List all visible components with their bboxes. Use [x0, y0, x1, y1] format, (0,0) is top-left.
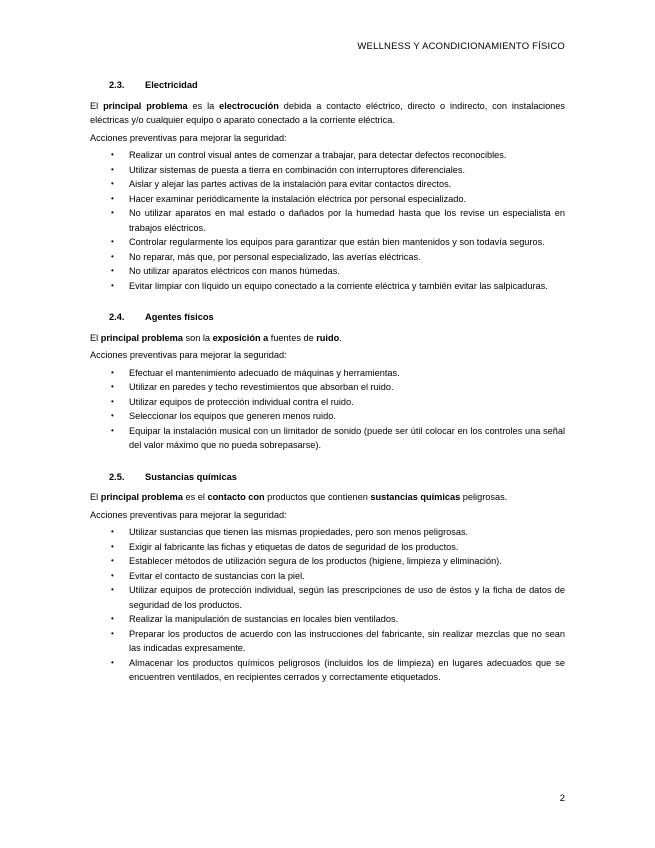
- intro-text-run: contacto con: [207, 492, 265, 502]
- bullet-icon: •: [111, 556, 114, 565]
- bullet-icon: •: [111, 628, 114, 638]
- actions-label: Acciones preventivas para mejorar la seguridad:: [90, 509, 287, 520]
- bullet-icon: •: [111, 164, 114, 174]
- intro-text-run: ruido: [316, 332, 340, 343]
- list-item-text: Realizar un control visual antes de comenzar a trabajar, para detectar defectos reconocibles.: [129, 150, 507, 160]
- list-item-text: Hacer examinar periódicamente la instalación eléctrica por personal especializado.: [129, 193, 467, 204]
- list-item: [90, 583, 565, 612]
- list-item: [90, 163, 565, 178]
- intro-text-run: son la: [182, 332, 213, 343]
- list-item-text: Utilizar equipos de protección individual, según las prescripciones de uso de éstos y la ficha de datos de seguridad de los productos.: [129, 585, 565, 610]
- section-title: Agentes físicos: [145, 312, 214, 322]
- intro-text-run: productos que contienen: [264, 492, 371, 502]
- bullet-icon: •: [111, 193, 114, 203]
- actions-list: [90, 525, 565, 685]
- list-item: [90, 627, 565, 656]
- bullet-icon: •: [111, 585, 114, 594]
- intro-text-run: peligrosas.: [460, 492, 508, 502]
- page-number: 2: [559, 793, 565, 804]
- bullet-icon: •: [111, 425, 114, 435]
- list-item-text: Utilizar en paredes y techo revestimientos que absorban el ruido.: [129, 382, 394, 392]
- list-item-text: Almacenar los productos químicos peligrosos (incluidos los de limpieza) en lugares adecuados que se encuentren ventilados, en recipientes cerrados y correctamente etiquetados.: [129, 657, 565, 682]
- bullet-icon: •: [111, 382, 114, 391]
- actions-label: Acciones preventivas para mejorar la seguridad:: [90, 132, 287, 143]
- list-item-text: Utilizar equipos de protección individual contra el ruido.: [129, 396, 354, 407]
- list-item-text: Exigir al fabricante las fichas y etiquetas de datos de seguridad de los productos.: [129, 541, 459, 552]
- list-item-text: Utilizar sistemas de puesta a tierra en combinación con interruptores diferenciales.: [129, 164, 466, 175]
- list-item: [90, 380, 565, 395]
- list-item-text: No reparar, más que, por personal especializado, las averías eléctricas.: [129, 251, 421, 262]
- actions-list: [90, 148, 565, 293]
- section-intro: [90, 99, 565, 128]
- bullet-icon: •: [111, 570, 114, 580]
- list-item: [90, 612, 565, 627]
- list-item-text: No utilizar aparatos en mal estado o dañados por la humedad hasta que los revise un especialista en trabajos eléctricos.: [129, 208, 565, 233]
- bullet-icon: •: [111, 251, 114, 261]
- actions-list: [90, 366, 565, 453]
- section-title: Sustancias químicas: [145, 471, 237, 482]
- list-item: [90, 525, 565, 540]
- actions-label: Acciones preventivas para mejorar la seguridad:: [90, 350, 287, 360]
- section-title: Electricidad: [145, 80, 198, 90]
- section-heading: [90, 310, 565, 325]
- list-item: [90, 554, 565, 569]
- intro-text-run: El: [90, 492, 101, 502]
- intro-text-run: .: [339, 332, 342, 343]
- section-heading: [90, 470, 565, 485]
- bullet-icon: •: [111, 280, 114, 290]
- list-item-text: Utilizar sustancias que tienen las mismas propiedades, pero son menos peligrosas.: [129, 527, 469, 537]
- list-item-text: Evitar el contacto de sustancias con la piel.: [129, 570, 305, 581]
- list-item: [90, 206, 565, 235]
- list-item-text: Evitar limpiar con líquido un equipo conectado a la corriente eléctrica y también evitar las salpicaduras.: [129, 280, 548, 291]
- list-item-text: No utilizar aparatos eléctricos con manos húmedas.: [129, 266, 340, 276]
- section-number: 2.5.: [109, 471, 125, 482]
- list-item-text: Aislar y alejar las partes activas de la instalación para evitar contactos directos.: [129, 179, 452, 189]
- bullet-icon: •: [111, 657, 114, 667]
- intro-text-run: sustancias químicas: [370, 492, 461, 502]
- bullet-icon: •: [111, 208, 114, 217]
- list-item-text: Establecer métodos de utilización segura de los productos (higiene, limpieza y eliminación).: [129, 556, 502, 566]
- list-item: [90, 395, 565, 410]
- list-item: [90, 569, 565, 584]
- list-item: [90, 409, 565, 424]
- bullet-icon: •: [111, 266, 114, 275]
- list-item: [90, 279, 565, 294]
- intro-text-run: es la: [187, 100, 220, 111]
- list-item-text: Controlar regularmente los equipos para garantizar que están bien mantenidos y son todavía seguros.: [129, 237, 545, 247]
- bullet-icon: •: [111, 237, 114, 246]
- bullet-icon: •: [111, 614, 114, 623]
- list-item-text: Preparar los productos de acuerdo con las instrucciones del fabricante, sin realizar mezclas que no sean las indicadas expresamente.: [129, 628, 565, 653]
- intro-text-run: es el: [182, 492, 208, 502]
- section-2: [90, 310, 565, 453]
- section-intro: [90, 331, 565, 346]
- list-item: [90, 250, 565, 265]
- bullet-icon: •: [111, 541, 114, 551]
- section-intro: [90, 490, 565, 505]
- section-heading: [90, 78, 565, 93]
- bullet-icon: •: [111, 396, 114, 406]
- section-number: 2.3.: [109, 80, 125, 90]
- intro-text-run: principal problema: [100, 492, 183, 502]
- bullet-icon: •: [111, 411, 114, 420]
- running-header: WELLNESS Y ACONDICIONAMIENTO FÍSICO: [357, 41, 565, 52]
- page-content: [90, 78, 565, 702]
- bullet-icon: •: [111, 150, 114, 159]
- list-item-text: Efectuar el mantenimiento adecuado de máquinas y herramientas.: [129, 367, 400, 378]
- intro-text-run: debida a contacto eléctrico, directo o indirecto, con instalaciones eléctricas y/o cualquier equipo o aparato conectado a la corriente eléctrica.: [90, 100, 565, 125]
- intro-text-run: El: [90, 332, 101, 343]
- bullet-icon: •: [111, 527, 114, 536]
- section-1: [90, 78, 565, 293]
- list-item: [90, 540, 565, 555]
- intro-text-run: fuentes de: [268, 332, 317, 343]
- intro-text-run: principal problema: [103, 100, 188, 111]
- list-item: [90, 366, 565, 381]
- intro-text-run: principal problema: [100, 332, 183, 343]
- intro-text-run: electrocución: [219, 100, 279, 111]
- section-3: [90, 470, 565, 685]
- list-item: [90, 148, 565, 163]
- list-item: [90, 264, 565, 279]
- list-item: [90, 656, 565, 685]
- list-item: [90, 177, 565, 192]
- list-item: [90, 235, 565, 250]
- list-item: [90, 192, 565, 207]
- bullet-icon: •: [111, 179, 114, 188]
- section-number: 2.4.: [109, 312, 125, 322]
- list-item-text: Seleccionar los equipos que generen menos ruido.: [129, 411, 336, 421]
- list-item-text: Equipar la instalación musical con un limitador de sonido (puede ser útil colocar en los controles una señal del valor máximo que no pueda sobrepasarse).: [129, 425, 565, 450]
- intro-text-run: exposición a: [212, 332, 269, 343]
- list-item-text: Realizar la manipulación de sustancias en locales bien ventilados.: [129, 614, 399, 624]
- bullet-icon: •: [111, 367, 114, 377]
- list-item: [90, 424, 565, 453]
- intro-text-run: El: [90, 100, 104, 111]
